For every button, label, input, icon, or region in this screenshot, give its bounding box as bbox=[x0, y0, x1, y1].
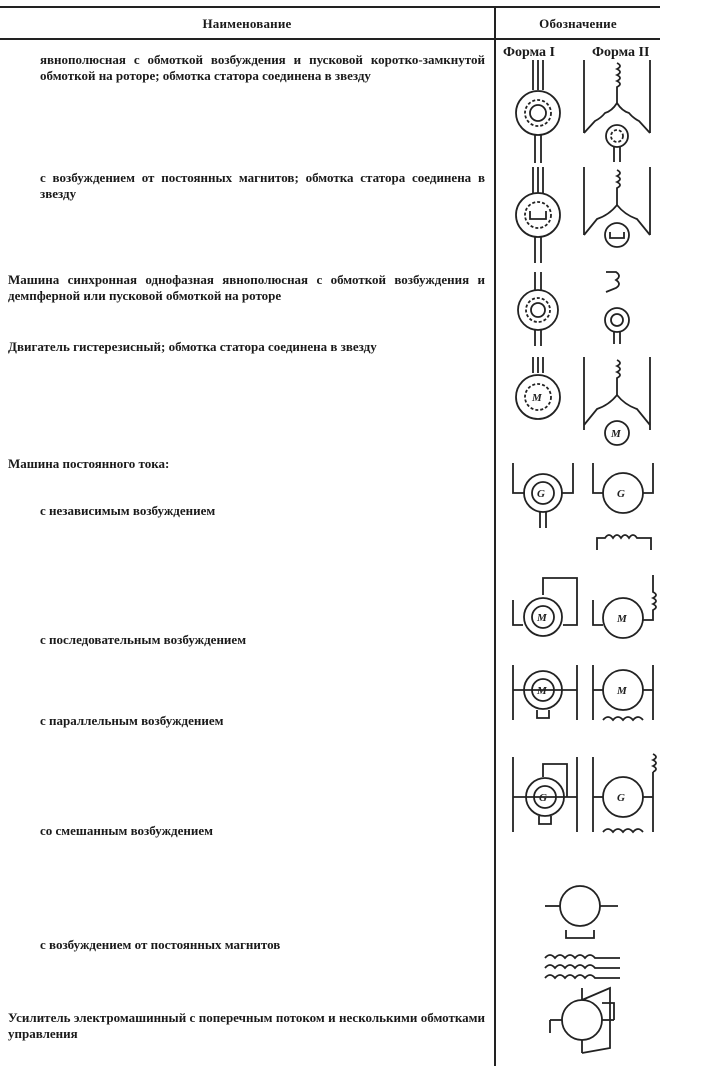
symbol-dc-independent bbox=[505, 458, 660, 553]
row-dc-independent: с независимым возбуждением bbox=[40, 503, 216, 518]
row-dc-compound: со смешанным возбуждением bbox=[40, 823, 213, 838]
symbol-letter: G bbox=[537, 488, 545, 500]
symbol-dc-compound bbox=[505, 752, 660, 842]
symbol-letter: M bbox=[532, 392, 542, 404]
symbol-letter: M bbox=[537, 612, 547, 624]
row-hysteresis-motor: Двигатель гистерезисный; обмотка статора соединена в звезду bbox=[8, 339, 377, 354]
row-dc-machine-heading: Машина постоянного тока: bbox=[8, 456, 170, 471]
symbol-dc-parallel bbox=[505, 660, 660, 735]
symbol-letter: M bbox=[617, 613, 627, 625]
symbol-letter: G bbox=[617, 792, 625, 804]
symbol-permanent-magnet-synchronous bbox=[500, 165, 660, 265]
symbol-amplidyne bbox=[540, 948, 640, 1068]
symbol-salient-synchronous bbox=[500, 58, 660, 168]
row-dc-series: с последовательным возбуждением bbox=[40, 632, 247, 647]
header-bottom-border bbox=[0, 38, 660, 40]
column-header-symbol: Обозначение bbox=[539, 16, 617, 31]
row-permanent-magnet-synchronous: с возбуждением от постоянных магнитов; обмотка статора соединена в звезду bbox=[40, 170, 485, 201]
table-top-border bbox=[0, 6, 660, 8]
row-single-phase-synchronous: Машина синхронная однофазная явнополюсная с обмоткой возбуждения и демпферной или пусковой обмоткой на роторе bbox=[8, 272, 485, 303]
symbol-hysteresis-motor bbox=[500, 355, 660, 450]
symbol-letter: M bbox=[617, 685, 627, 697]
row-amplidyne: Усилитель электромашинный с поперечным потоком и несколькими обмотками управления bbox=[8, 1010, 485, 1041]
form-1-label: Форма I bbox=[503, 45, 555, 60]
symbol-letter: M bbox=[611, 428, 621, 440]
form-2-label: Форма II bbox=[592, 45, 650, 60]
symbol-letter: G bbox=[539, 792, 547, 804]
symbol-dc-permanent-magnet bbox=[540, 878, 625, 948]
row-dc-parallel: с параллельным возбуждением bbox=[40, 713, 224, 728]
symbol-dc-series bbox=[505, 570, 660, 650]
symbol-letter: M bbox=[537, 685, 547, 697]
row-dc-permanent-magnet: с возбуждением от постоянных магнитов bbox=[40, 937, 281, 952]
symbol-letter: G bbox=[617, 488, 625, 500]
column-divider bbox=[494, 6, 496, 1066]
column-header-name: Наименование bbox=[202, 16, 292, 31]
symbol-single-phase-synchronous bbox=[500, 270, 660, 350]
row-salient-pole-synchronous: явнополюсная с обмоткой возбуждения и пусковой коротко-замкнутой обмоткой на роторе; обмотка статора соединена в звезду bbox=[40, 52, 485, 83]
